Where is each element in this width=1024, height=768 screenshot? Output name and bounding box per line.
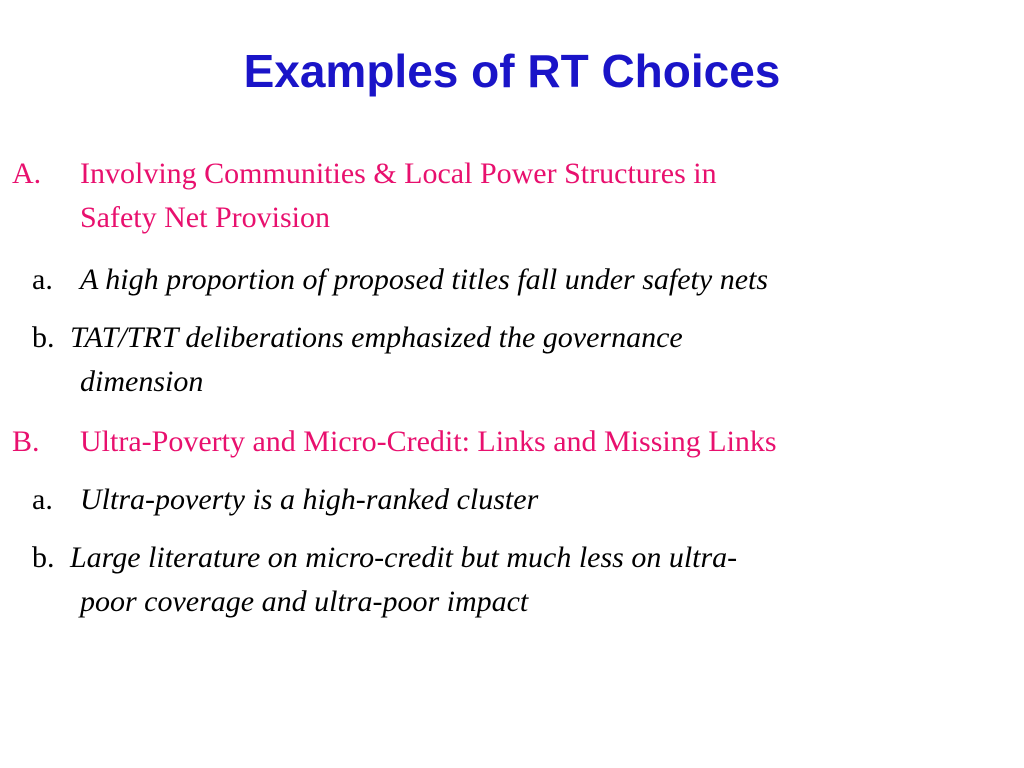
section-item-b	[0, 420, 1024, 464]
sub-text-line: dimension	[80, 365, 204, 398]
section-marker: A.	[12, 157, 42, 190]
sub-item	[0, 258, 1024, 302]
slide-title: Examples of RT Choices	[243, 45, 781, 97]
sub-text-line: Large literature on micro-credit but much less on ultra-	[70, 541, 738, 574]
sub-item	[0, 478, 1024, 522]
sub-marker: b.	[32, 321, 55, 354]
sub-item	[0, 316, 1024, 404]
sub-text-line: Ultra-poverty is a high-ranked cluster	[80, 483, 539, 516]
sub-text-line: poor coverage and ultra-poor impact	[80, 585, 529, 618]
sub-marker: a.	[32, 263, 53, 296]
sub-text-line: TAT/TRT deliberations emphasized the governance	[70, 321, 683, 354]
sub-marker: a.	[32, 483, 53, 516]
sub-item	[0, 536, 1024, 624]
section-item-a	[0, 152, 1024, 240]
sub-marker: b.	[32, 541, 55, 574]
section-text-line: Involving Communities & Local Power Structures in	[80, 157, 717, 190]
section-text-line: Ultra-Poverty and Micro-Credit: Links and Missing Links	[80, 425, 777, 458]
section-text-line: Safety Net Provision	[80, 201, 330, 234]
section-marker: B.	[12, 425, 40, 458]
sub-text-line: A high proportion of proposed titles fall under safety nets	[80, 263, 769, 296]
